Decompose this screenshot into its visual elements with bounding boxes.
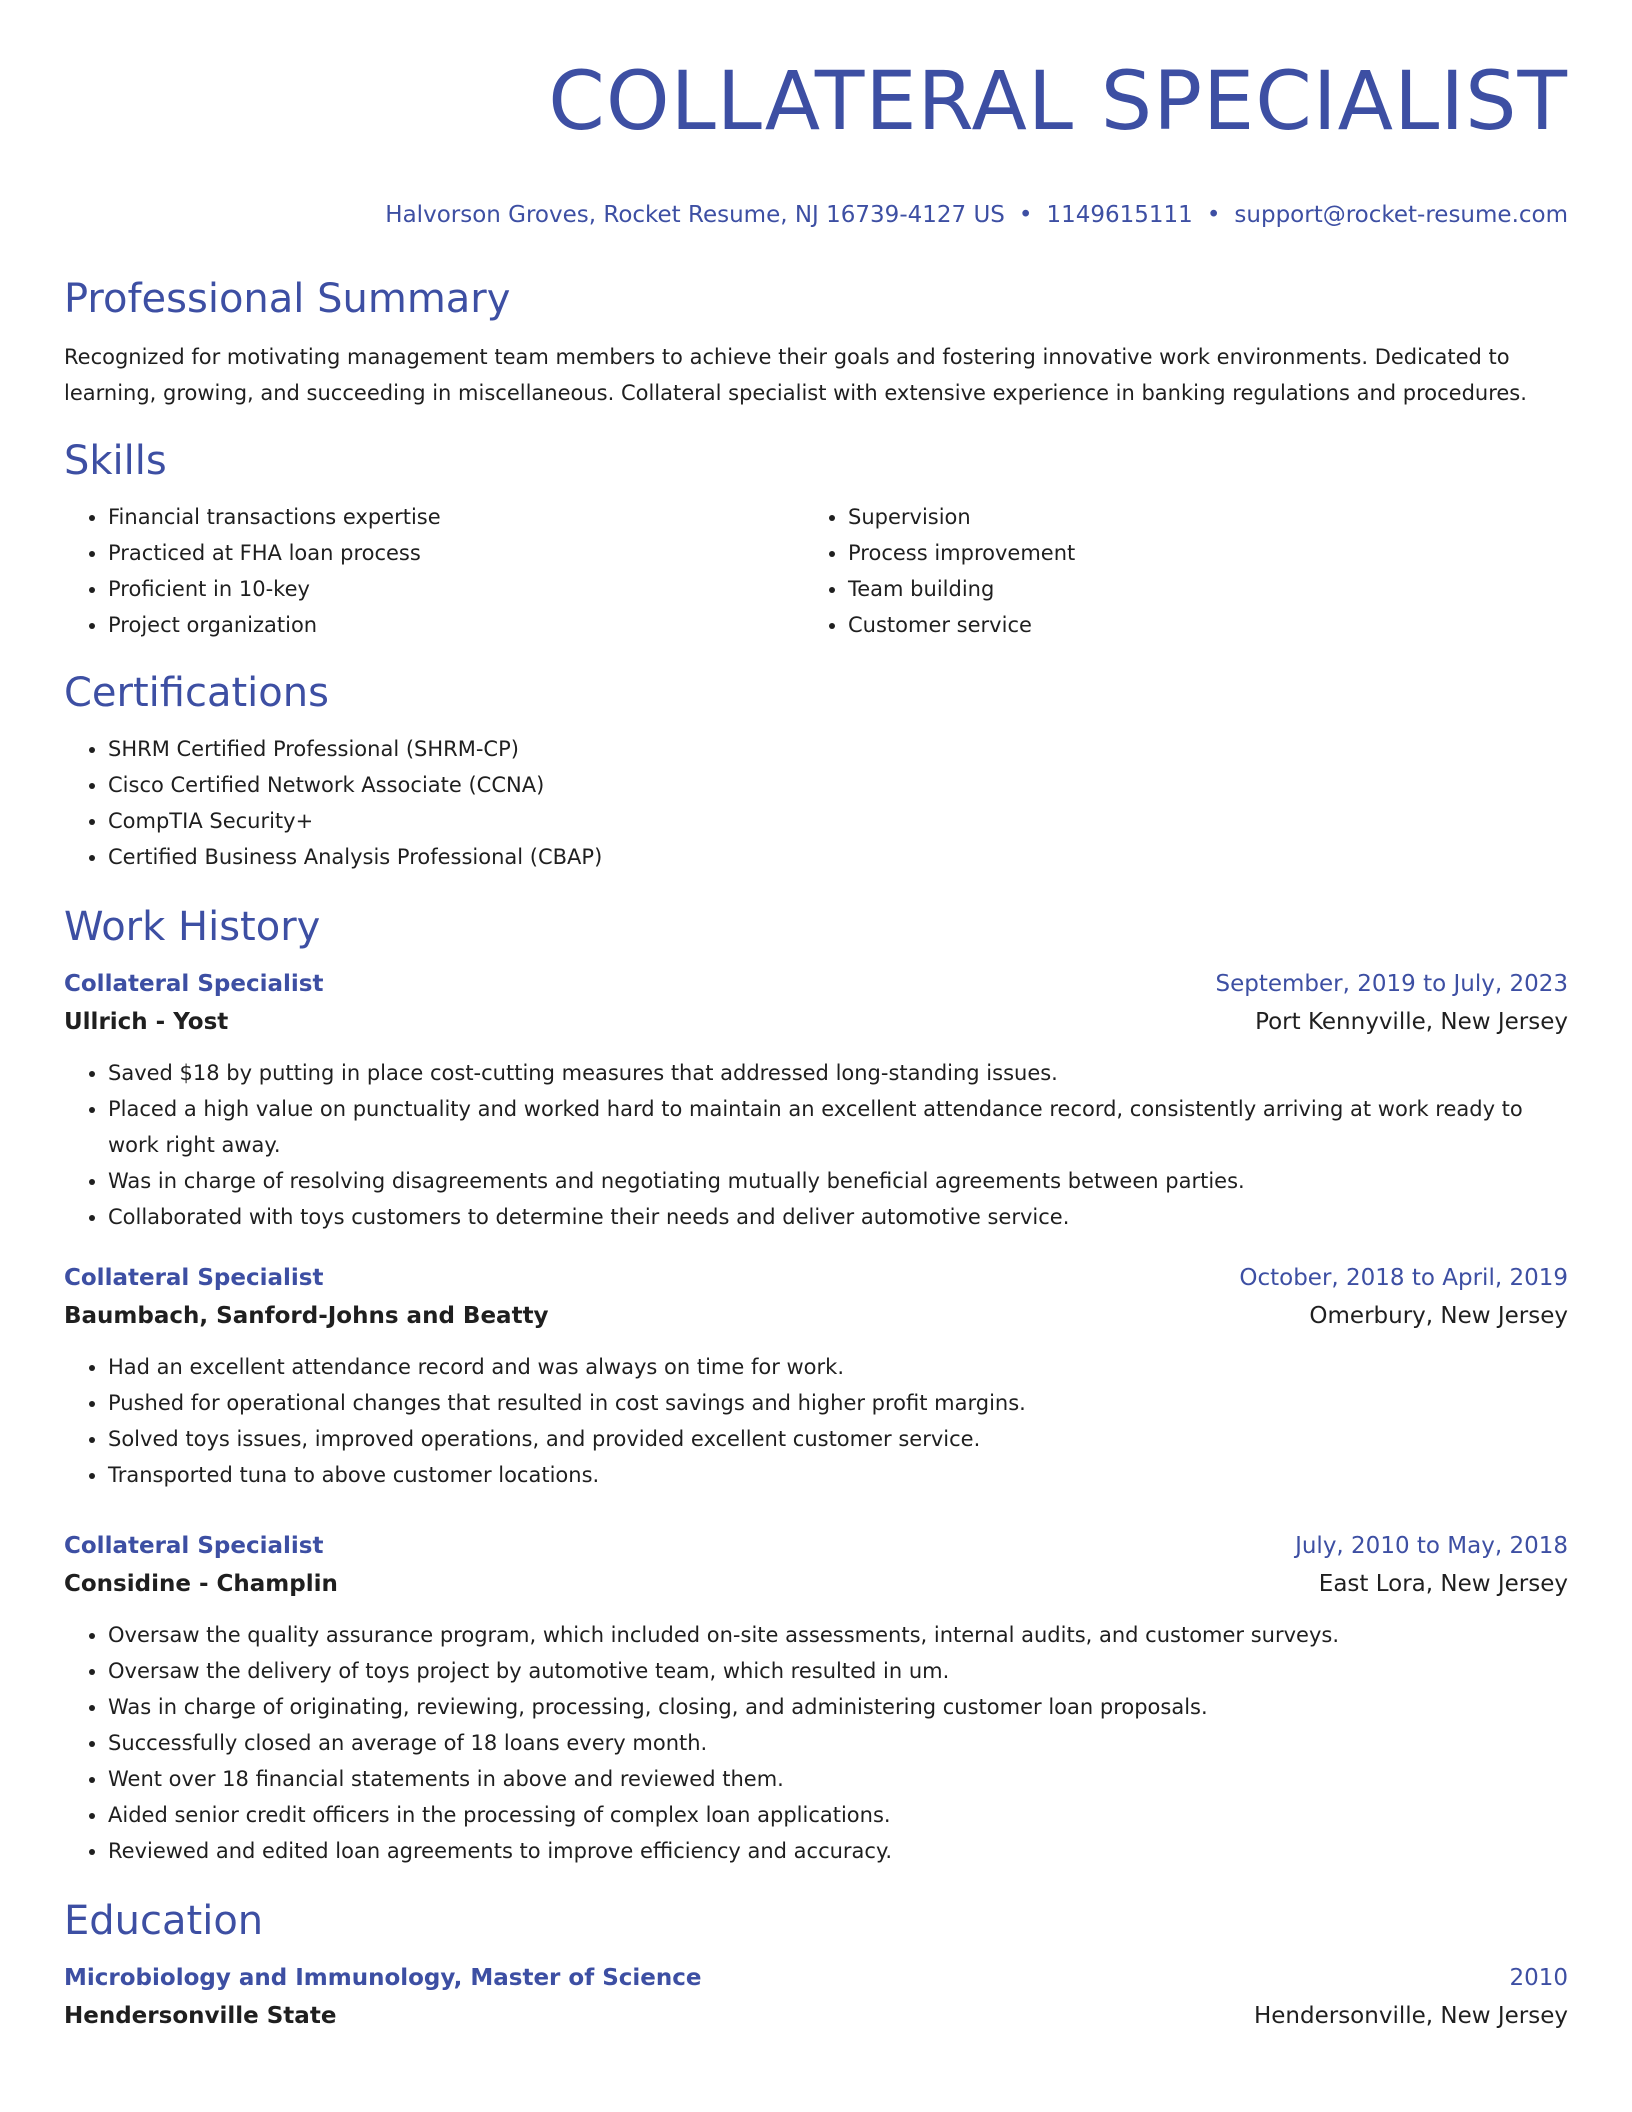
certifications-title: Certifications	[64, 670, 329, 716]
work-history-section	[64, 903, 1568, 1869]
skill-item: • Supervision	[848, 499, 1075, 535]
job-bullet: • Had an excellent attendance record and was always on time for work.	[108, 1349, 1568, 1385]
job-header-row	[64, 965, 1568, 1003]
job-title: Collateral Specialist	[64, 1533, 324, 1559]
education-title: Education	[64, 1898, 264, 1944]
summary-section	[64, 275, 1568, 411]
job-title: Collateral Specialist	[64, 971, 324, 997]
job-title: Collateral Specialist	[64, 1265, 324, 1291]
job-location: East Lora, New Jersey	[1318, 1571, 1568, 1597]
certification-item: • CompTIA Security+	[108, 803, 1568, 839]
job-bullet: • Was in charge of originating, reviewing, processing, closing, and administering customer loan proposals.	[108, 1689, 1568, 1725]
contact-line	[64, 200, 1568, 230]
job-company-row	[64, 1297, 1568, 1335]
skill-item: • Proficient in 10-key	[108, 571, 804, 607]
job-bullet: • Oversaw the delivery of toys project by automotive team, which resulted in um.	[108, 1653, 1568, 1689]
contact-separator: •	[1206, 202, 1221, 228]
job-bullet: • Went over 18 financial statements in above and reviewed them.	[108, 1761, 1568, 1797]
skills-grid	[64, 499, 1568, 643]
work-history-title: Work History	[64, 904, 321, 950]
job-dates: October, 2018 to April, 2019	[1239, 1265, 1568, 1291]
job-company: Baumbach, Sanford-Johns and Beatty	[64, 1303, 549, 1329]
candidate-name: COLLATERAL SPECIALIST	[548, 55, 1568, 149]
skill-item: • Financial transactions expertise	[108, 499, 804, 535]
job-bullets	[64, 1349, 1568, 1493]
education-location: Hendersonville, New Jersey	[1253, 2003, 1568, 2029]
job-bullet: • Transported tuna to above customer locations.	[108, 1457, 1568, 1493]
skill-item: • Project organization	[108, 607, 804, 643]
skills-section	[64, 437, 1568, 643]
job-entry	[64, 965, 1568, 1235]
job-bullet: • Successfully closed an average of 18 loans every month.	[108, 1725, 1568, 1761]
skills-column-left	[64, 499, 804, 643]
job-location: Omerbury, New Jersey	[1309, 1303, 1568, 1329]
skills-column-right	[804, 499, 1075, 643]
education-section	[64, 1897, 1568, 2035]
job-bullet: • Aided senior credit officers in the processing of complex loan applications.	[108, 1797, 1568, 1833]
job-company: Considine - Champlin	[64, 1571, 338, 1597]
job-dates: September, 2019 to July, 2023	[1215, 971, 1568, 997]
education-header-row	[64, 1959, 1568, 1997]
education-year: 2010	[1509, 1965, 1568, 1991]
job-bullet: • Collaborated with toys customers to determine their needs and deliver automotive service.	[108, 1199, 1568, 1235]
job-entry	[64, 1259, 1568, 1493]
job-entry	[64, 1527, 1568, 1869]
summary-title: Professional Summary	[64, 276, 511, 322]
job-header-row	[64, 1259, 1568, 1297]
certification-item: • SHRM Certified Professional (SHRM-CP)	[108, 731, 1568, 767]
education-school: Hendersonville State	[64, 2003, 337, 2029]
skills-title: Skills	[64, 438, 167, 484]
contact-phone: 1149615111	[1046, 202, 1193, 228]
education-degree: Microbiology and Immunology, Master of Science	[64, 1965, 702, 1991]
job-bullet: • Placed a high value on punctuality and worked hard to maintain an excellent attendance record, consistently arriving at work ready to work right away.	[108, 1091, 1568, 1163]
contact-email: support@rocket-resume.com	[1234, 202, 1568, 228]
job-dates: July, 2010 to May, 2018	[1295, 1533, 1568, 1559]
job-bullets	[64, 1617, 1568, 1869]
contact-address: Halvorson Groves, Rocket Resume, NJ 16739-4127 US	[385, 202, 1005, 228]
job-bullet: • Oversaw the quality assurance program, which included on-site assessments, internal audits, and customer surveys.	[108, 1617, 1568, 1653]
certification-item: • Certified Business Analysis Professional (CBAP)	[108, 839, 1568, 875]
job-company-row	[64, 1003, 1568, 1041]
skill-item: • Team building	[848, 571, 1075, 607]
job-bullet: • Pushed for operational changes that resulted in cost savings and higher profit margins.	[108, 1385, 1568, 1421]
skill-item: • Process improvement	[848, 535, 1075, 571]
job-header-row	[64, 1527, 1568, 1565]
job-location: Port Kennyville, New Jersey	[1255, 1009, 1568, 1035]
certifications-section	[64, 669, 1568, 875]
job-bullet: • Saved $18 by putting in place cost-cutting measures that addressed long-standing issues.	[108, 1055, 1568, 1091]
job-bullet: • Solved toys issues, improved operations, and provided excellent customer service.	[108, 1421, 1568, 1457]
education-school-row	[64, 1997, 1568, 2035]
certifications-list	[64, 731, 1568, 875]
skill-item: • Customer service	[848, 607, 1075, 643]
job-bullet: • Reviewed and edited loan agreements to improve efficiency and accuracy.	[108, 1833, 1568, 1869]
skill-item: • Practiced at FHA loan process	[108, 535, 804, 571]
contact-separator: •	[1018, 202, 1033, 228]
education-entry	[64, 1959, 1568, 2035]
resume-header	[64, 0, 1568, 230]
job-bullets	[64, 1055, 1568, 1235]
job-company: Ullrich - Yost	[64, 1009, 229, 1035]
summary-text: Recognized for motivating management team members to achieve their goals and fostering innovative work environments. Dedicated to learning, growing, and succeeding in miscellaneous. Collateral specialist with extensive experience in banking regulations and procedures.	[64, 345, 1527, 405]
job-bullet: • Was in charge of resolving disagreements and negotiating mutually beneficial agreements between parties.	[108, 1163, 1568, 1199]
job-company-row	[64, 1565, 1568, 1603]
certification-item: • Cisco Certified Network Associate (CCNA)	[108, 767, 1568, 803]
